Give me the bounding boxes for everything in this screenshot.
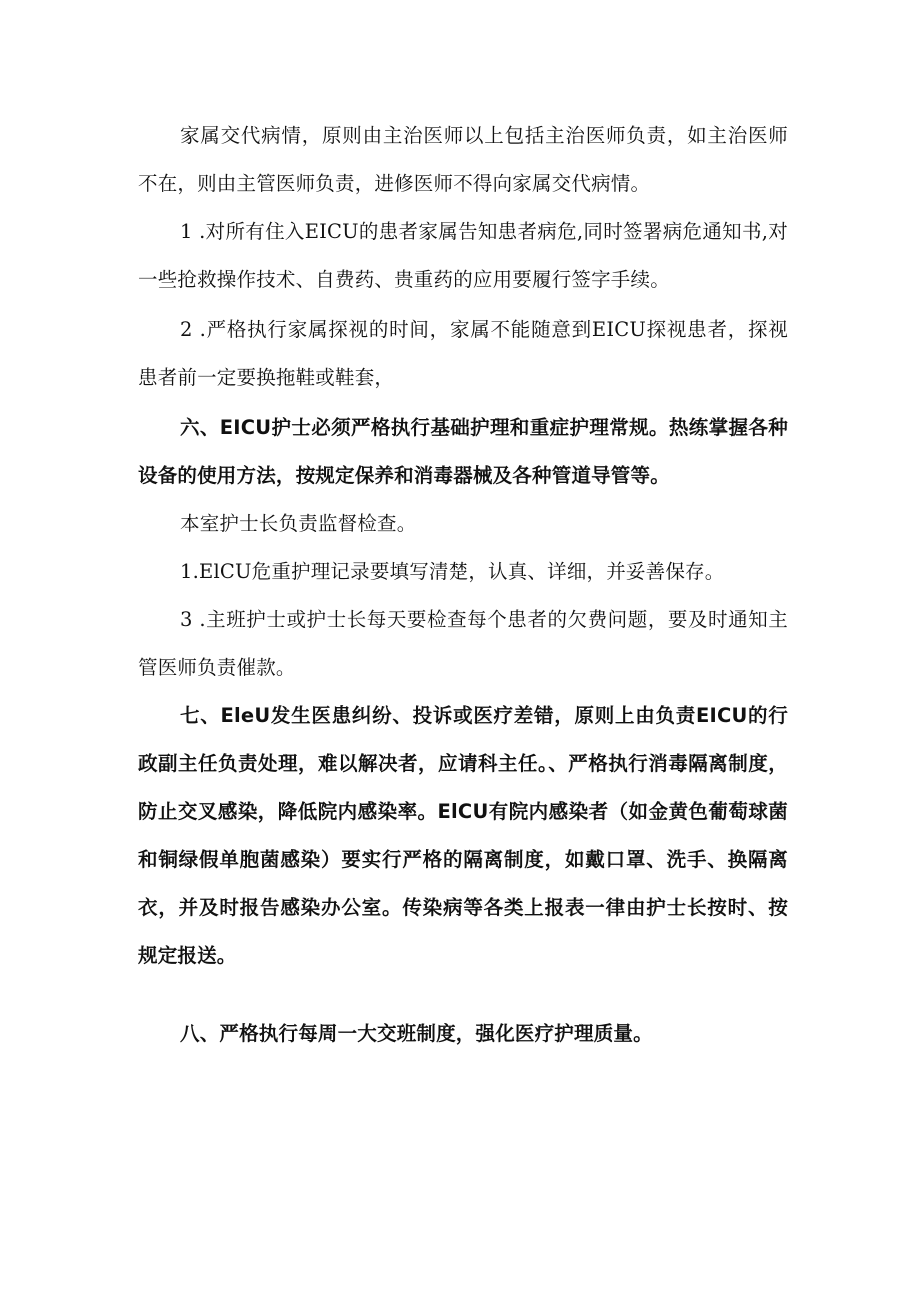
paragraph-head-nurse-supervision: 本室护士长负责监督检查。	[180, 512, 417, 535]
paragraph-item-1-critical-notice: 1 .对所有住入EICU的患者家属告知患者病危,同时签署病危通知书,对一些抢救操作技术、自费药、贵重药的应用要履行签字手续。	[138, 220, 788, 291]
section-eight-handover: 八、严格执行每周一大交班制度，强化医疗护理质量。	[180, 1022, 653, 1045]
section-seven-disputes: 七、EleU发生医患纠纷、投诉或医疗差错，原则上由负责EICU的行政副主任负责处理，难以解决者，应请科主任。、严格执行消毒隔离制度，防止交叉感染，降低院内感染率。ElCU有院内感染者（如金黄色葡萄球菌和铜绿假单胞菌感染）要实行严格的隔离制度，如戴口罩、洗手、换隔离衣，并及时报告感染办公室。传染病等各类上报表一律由护士长按时、按规定报送。	[138, 704, 788, 967]
section-six-nursing: 六、EICU护士必须严格执行基础护理和重症护理常规。热练掌握各种设备的使用方法，按规定保养和消毒器械及各种管道导管等。	[138, 416, 788, 487]
paragraph-item-2-visiting: 2 .严格执行家属探视的时间，家属不能随意到EICU探视患者，探视患者前一定要换拖鞋或鞋套，	[138, 318, 788, 389]
paragraph-item-3-fees: 3 .主班护士或护士长每天要检查每个患者的欠费问题，要及时通知主管医师负责催款。	[138, 608, 788, 679]
paragraph-family-communication: 家属交代病情，原则由主治医师以上包括主治医师负责，如主治医师不在，则由主管医师负责，进修医师不得向家属交代病情。	[138, 124, 788, 195]
paragraph-item-1-records: 1.ElCU危重护理记录要填写清楚，认真、详细，并妥善保存。	[180, 560, 725, 583]
